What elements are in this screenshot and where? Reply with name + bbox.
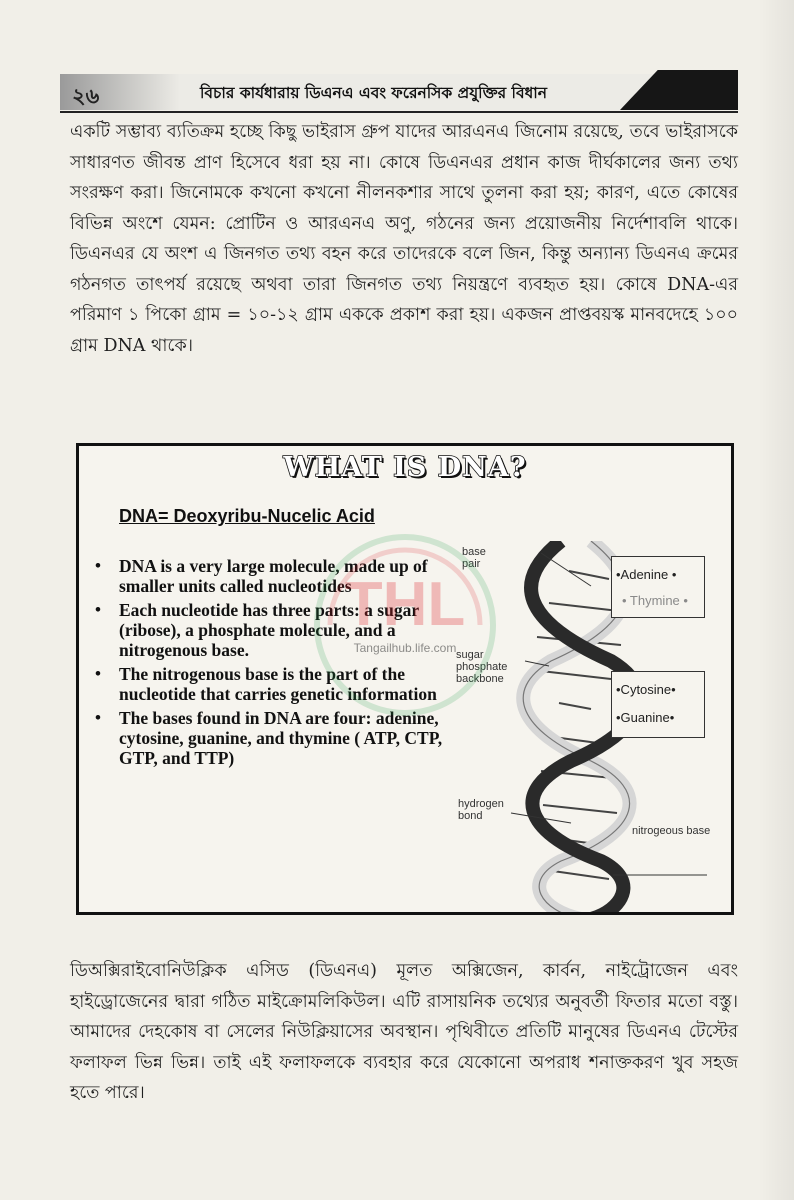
legend-cytosine: •Cytosine•	[616, 682, 676, 697]
label-sugar-phosphate-backbone: sugar phosphate backbone	[456, 649, 508, 685]
bullet-item	[93, 556, 443, 596]
running-title: বিচার কার্যধারায় ডিএনএ এবং ফরেনসিক প্রযুক্তির বিধান	[200, 84, 548, 102]
bullet-mark: •	[95, 708, 101, 727]
watermark-logo-text: THL	[344, 570, 466, 639]
page-edge-shadow	[758, 0, 794, 1200]
page-number: ২৬	[72, 84, 100, 108]
bullet-item	[93, 708, 443, 768]
dna-figure	[76, 443, 734, 915]
bullet-item	[93, 600, 443, 660]
legend-thymine: • Thymine •	[622, 593, 688, 608]
label-base-pair: base pair	[462, 546, 486, 570]
bullet-item	[93, 664, 443, 704]
bullet-text: DNA is a very large molecule, made up of smaller units called nucleotides	[119, 556, 428, 596]
watermark-site-text: Tangailhub.life.com	[353, 641, 457, 655]
legend-adenine-thymine	[611, 556, 705, 618]
intro-paragraph: একটি সম্ভাব্য ব্যতিক্রম হচ্ছে কিছু ভাইরাস গ্রুপ যাদের আরএনএ জিনোম রয়েছে, তবে ভাইরাসকে সাধারণত জীবন্ত প্রাণ হিসেবে ধরা হয় না। কোষে ডিএনএর প্রধান কাজ দীর্ঘকালের জন্য তথ্য সংরক্ষণ করা। জিনোমকে কখনো কখনো নীলনকশার সাথে তুলনা করা হয়; কারণ, এতে কোষের বিভিন্ন অংশে যেমন: প্রোটিন ও আরএনএ অণু, গঠনের জন্য প্রয়োজনীয় নির্দেশাবলি থাকে। ডিএনএর যে অংশ এ জিনগত তথ্য বহন করে তাদেরকে বলে জিন, কিন্তু অন্যান্য ডিএনএ ক্রমের গঠনগত তাৎপর্য রয়েছে অথবা তারা জিনগত তথ্য নিয়ন্ত্রণে ব্যবহৃত হয়। কোষে DNA-এর পরিমাণ ১ পিকো গ্রাম = ১০-১২ গ্রাম এককে প্রকাশ করা হয়। একজন প্রাপ্তবয়স্ক মানবদেহে ১০০ গ্রাম DNA থাকে।	[70, 122, 738, 356]
bullet-text: The bases found in DNA are four: adenine, cytosine, guanine, and thymine ( ATP, CTP, GTP, and TTP)	[119, 708, 443, 768]
header-rule	[60, 111, 738, 113]
closing-paragraph: ডিঅক্সিরাইবোনিউক্লিক এসিড (ডিএনএ) মূলত অক্সিজেন, কার্বন, নাইট্রোজেন এবং হাইড্রোজেনের দ্বারা গঠিত মাইক্রোমলিকিউল। এটি রাসায়নিক তথ্যের অনুবর্তী ফিতার মতো বস্তু। আমাদের দেহকোষ বা সেলের নিউক্লিয়াসের অবস্থান। পৃথিবীতে প্রতিটি মানুষের ডিএনএ টেস্টের ফলাফল ভিন্ন ভিন্ন। তাই এই ফলাফলকে ব্যবহার করে যেকোনো অপরাধ শনাক্তকরণ খুব সহজ হতে পারে।	[70, 961, 738, 1103]
legend-cytosine-guanine	[611, 671, 705, 738]
figure-subtitle: DNA= Deoxyribu-Nucelic Acid	[119, 506, 375, 526]
figure-bullet-list	[93, 556, 443, 772]
running-header	[60, 70, 738, 110]
bullet-mark: •	[95, 556, 101, 575]
bullet-text: The nitrogenous base is the part of the nucleotide that carries genetic information	[119, 664, 437, 704]
legend-guanine: •Guanine•	[616, 710, 675, 725]
label-hydrogen-bond: hydrogen bond	[458, 798, 504, 822]
bullet-mark: •	[95, 600, 101, 619]
label-nitrogenous-base: nitrogeous base	[632, 825, 711, 837]
legend-adenine: •Adenine •	[616, 567, 677, 582]
figure-title: WHAT IS DNA?	[283, 452, 527, 483]
bullet-text: Each nucleotide has three parts: a sugar (ribose), a phosphate molecule, and a nitrogenous base.	[119, 600, 419, 660]
bullet-mark: •	[95, 664, 101, 683]
